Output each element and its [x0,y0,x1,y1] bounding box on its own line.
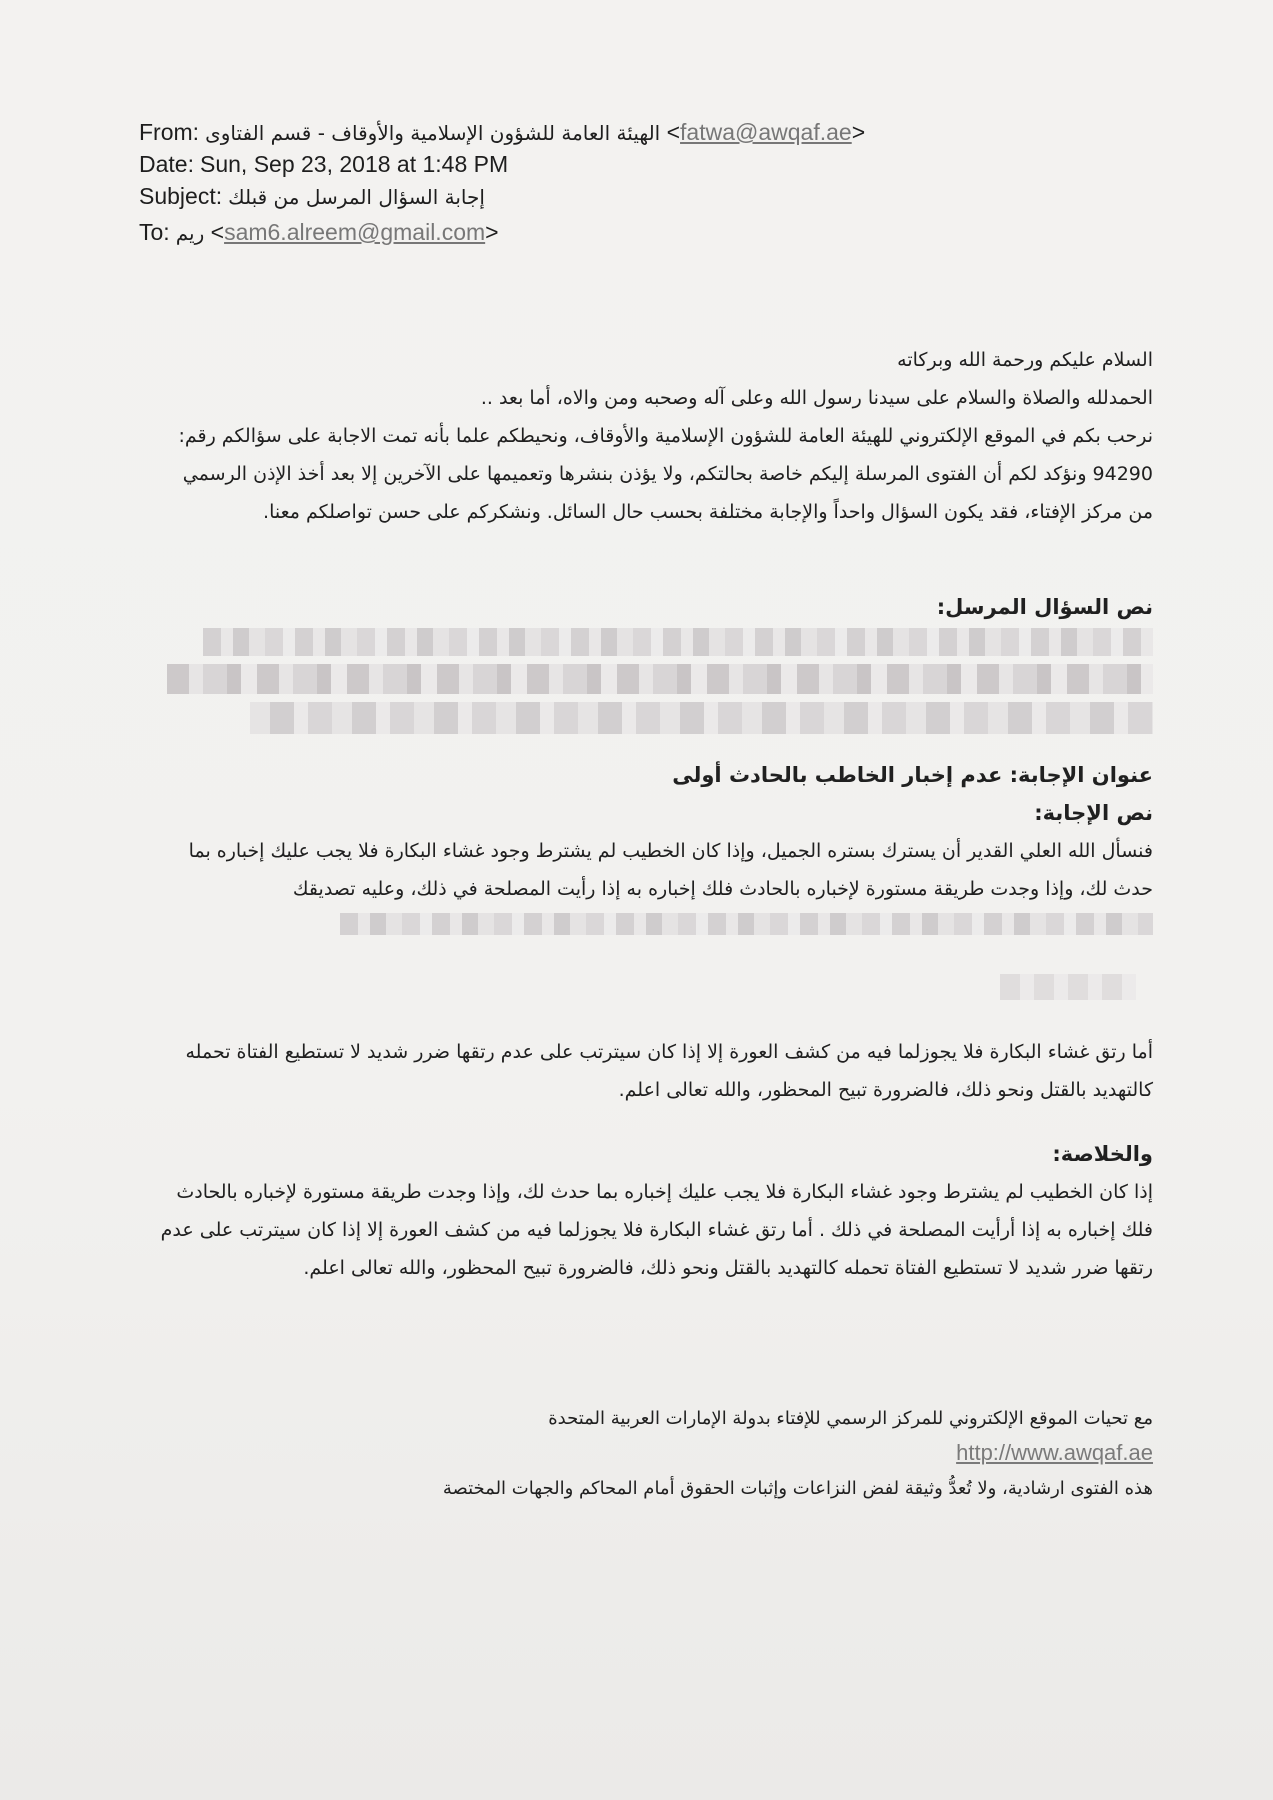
to-email-link[interactable]: sam6.alreem@gmail.com [224,219,486,245]
answer-paragraph: فنسأل الله العلي القدير أن يسترك بستره الجميل، وإذا كان الخطيب لم يشترط وجود غشاء البكارة فلا يجب عليك إخباره بما حدث لك، وإذا وجدت طريقة مستورة لإخباره بالحادث فلك إخباره به إذا رأيت المصلحة في ذلك، وعليه تصديقك [188,840,1153,900]
from-email-link[interactable]: fatwa@awqaf.ae [680,119,852,145]
subject-label: Subject: [139,183,223,209]
summary-paragraph: إذا كان الخطيب لم يشترط وجود غشاء البكارة فلا يجب عليك إخباره بما حدث لك، وإذا وجدت طريقة مستورة لإخباره بالحادث فلك إخباره به إذا أرأيت المصلحة في ذلك . أما رتق غشاء البكارة فلا يجوزلما فيه من كشف العورة إلا إذا كان سيترتب على عدم رتقها ضرر شديد لا تستطيع الفتاة تحمله كالتهديد بالقتل ونحو ذلك، فالضرورة تبيح المحظور، والله تعالى اعلم. [160,1181,1153,1279]
summary-section [153,1135,1153,1287]
footer-section [153,1402,1153,1506]
from-name: الهيئة العامة للشؤون الإسلامية والأوقاف - قسم الفتاوى [205,121,661,145]
answer-continuation [153,1033,1153,1109]
subject-line [139,180,1139,212]
to-line: To: ريم <sam6.alreem@gmail.com> [139,219,499,245]
question-heading: نص السؤال المرسل: [936,595,1153,619]
answer-section [153,756,1153,908]
intro-paragraph: نرحب بكم في الموقع الإلكتروني للهيئة العامة للشؤون الإسلامية والأوقاف، ونحيطكم علما بأنه تمت الاجابة على سؤالكم رقم: 94290 ونؤكد لكم أن الفتوى المرسلة إليكم خاصة بحالتكم، ولا يؤذن بنشرها وتعميمها على الآخرين إلا بعد أخذ الإذن الرسمي من مركز الإفتاء، فقد يكون السؤال واحداً والإجابة مختلفة بحسب حال السائل. ونشكركم على حسن تواصلكم معنا. [178,425,1153,523]
summary-heading: والخلاصة: [1052,1142,1153,1166]
redacted-question-line-3 [250,702,1153,734]
footer-regards: مع تحيات الموقع الإلكتروني للمركز الرسمي للإفتاء بدولة الإمارات العربية المتحدة [548,1408,1153,1429]
greeting-line-1: السلام عليكم ورحمة الله وبركاته [897,349,1153,371]
intro-section [153,341,1153,531]
redacted-answer-fragment [1000,974,1136,1000]
email-header [139,116,1139,248]
date-line [139,148,1139,180]
redacted-question-line-1 [203,628,1153,656]
answer-title: عنوان الإجابة: عدم إخبار الخاطب بالحادث أولى [672,763,1153,787]
to-name: ريم [175,221,205,245]
answer-paragraph-2: أما رتق غشاء البكارة فلا يجوزلما فيه من كشف العورة إلا إذا كان سيترتب على عدم رتقها ضرر شديد لا تستطيع الفتاة تحمله كالتهديد بالقتل ونحو ذلك، فالضرورة تبيح المحظور، والله تعالى اعلم. [185,1041,1153,1101]
from-label: From: [139,119,200,145]
redacted-question-line-2 [167,664,1153,694]
to-label: To: [139,219,170,245]
footer-disclaimer: هذه الفتوى ارشادية، ولا تُعدُّ وثيقة لفض النزاعات وإثبات الحقوق أمام المحاكم والجهات المختصة [442,1478,1153,1499]
redacted-answer-line [340,913,1153,935]
date-value: Sun, Sep 23, 2018 at 1:48 PM [199,151,509,177]
website-link[interactable]: http://www.awqaf.ae [956,1440,1153,1465]
answer-heading: نص الإجابة: [1034,801,1153,825]
from-line: From: الهيئة العامة للشؤون الإسلامية والأوقاف - قسم الفتاوى <fatwa@awqaf.ae> [139,119,866,145]
greeting-line-2: الحمدلله والصلاة والسلام على سيدنا رسول الله وعلى آله وصحبه ومن والاه، أما بعد .. [480,387,1153,409]
date-label: Date: [139,151,194,177]
question-section [153,588,1153,626]
subject-value: إجابة السؤال المرسل من قبلك [228,185,485,209]
